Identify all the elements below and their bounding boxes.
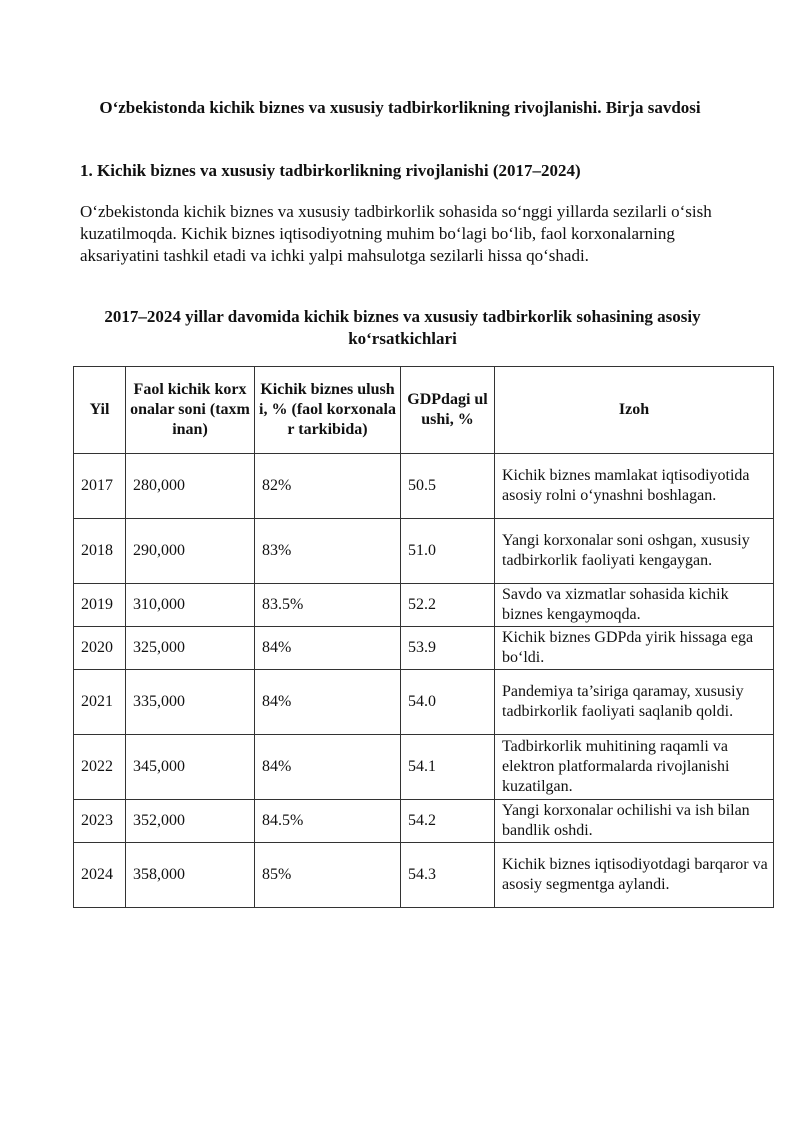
- cell-count: 290,000: [126, 519, 255, 584]
- cell-gdp: 53.9: [401, 627, 495, 670]
- cell-count: 352,000: [126, 800, 255, 843]
- table-header-row: [74, 367, 774, 454]
- table-row: [74, 627, 774, 670]
- cell-gdp: 54.2: [401, 800, 495, 843]
- table-row: [74, 735, 774, 800]
- cell-gdp: 54.1: [401, 735, 495, 800]
- header-year: Yil: [74, 367, 126, 454]
- cell-year: 2018: [74, 519, 126, 584]
- cell-count: 310,000: [126, 584, 255, 627]
- cell-year: 2020: [74, 627, 126, 670]
- cell-note: Savdo va xizmatlar sohasida kichik biznes kengaymoqda.: [495, 584, 774, 627]
- cell-share: 84.5%: [255, 800, 401, 843]
- cell-year: 2023: [74, 800, 126, 843]
- table-row: [74, 584, 774, 627]
- table-row: [74, 800, 774, 843]
- cell-share: 83%: [255, 519, 401, 584]
- cell-note: Kichik biznes GDPda yirik hissaga ega bo‘ldi.: [495, 627, 774, 670]
- cell-count: 335,000: [126, 670, 255, 735]
- cell-gdp: 50.5: [401, 454, 495, 519]
- header-count: Faol kichik korxonalar soni (taxminan): [126, 367, 255, 454]
- cell-year: 2024: [74, 843, 126, 908]
- header-share: Kichik biznes ulushi, % (faol korxonalar tarkibida): [255, 367, 401, 454]
- table-caption: 2017–2024 yillar davomida kichik biznes va xususiy tadbirkorlik sohasining asosiy ko‘rsatkichlari: [104, 307, 701, 348]
- cell-note: Yangi korxonalar soni oshgan, xususiy tadbirkorlik faoliyati kengaygan.: [495, 519, 774, 584]
- cell-count: 280,000: [126, 454, 255, 519]
- cell-share: 85%: [255, 843, 401, 908]
- table-row: [74, 670, 774, 735]
- cell-share: 84%: [255, 735, 401, 800]
- cell-share: 82%: [255, 454, 401, 519]
- table-row: [74, 519, 774, 584]
- cell-note: Tadbirkorlik muhitining raqamli va elektron platformalarda rivojlanishi kuzatilgan.: [495, 735, 774, 800]
- cell-count: 325,000: [126, 627, 255, 670]
- table-row: [74, 843, 774, 908]
- header-gdp: GDPdagi ulushi, %: [401, 367, 495, 454]
- cell-share: 84%: [255, 670, 401, 735]
- cell-count: 358,000: [126, 843, 255, 908]
- cell-year: 2022: [74, 735, 126, 800]
- section-heading: 1. Kichik biznes va xususiy tadbirkorlikning rivojlanishi (2017–2024): [80, 161, 581, 180]
- table-row: [74, 454, 774, 519]
- cell-gdp: 52.2: [401, 584, 495, 627]
- cell-share: 83.5%: [255, 584, 401, 627]
- cell-note: Pandemiya ta’siriga qaramay, xususiy tadbirkorlik faoliyati saqlanib qoldi.: [495, 670, 774, 735]
- cell-gdp: 51.0: [401, 519, 495, 584]
- cell-note: Kichik biznes iqtisodiyotdagi barqaror va asosiy segmentga aylandi.: [495, 843, 774, 908]
- cell-count: 345,000: [126, 735, 255, 800]
- cell-year: 2019: [74, 584, 126, 627]
- cell-year: 2021: [74, 670, 126, 735]
- cell-note: Kichik biznes mamlakat iqtisodiyotida asosiy rolni o‘ynashni boshlagan.: [495, 454, 774, 519]
- cell-year: 2017: [74, 454, 126, 519]
- cell-gdp: 54.3: [401, 843, 495, 908]
- cell-share: 84%: [255, 627, 401, 670]
- document-title: O‘zbekistonda kichik biznes va xususiy tadbirkorlikning rivojlanishi. Birja savdosi: [99, 98, 701, 117]
- cell-note: Yangi korxonalar ochilishi va ish bilan bandlik oshdi.: [495, 800, 774, 843]
- intro-paragraph: O‘zbekistonda kichik biznes va xususiy tadbirkorlik sohasida so‘nggi yillarda sezilarli o‘sish kuzatilmoqda. Kichik biznes iqtisodiyotning muhim bo‘lagi bo‘lib, faol korxonalarning aksariyatini tashkil etadi va ichki yalpi mahsulotga sezilarli hissa qo‘shadi.: [80, 202, 712, 265]
- cell-gdp: 54.0: [401, 670, 495, 735]
- header-note: Izoh: [495, 367, 774, 454]
- indicators-table: [73, 366, 774, 908]
